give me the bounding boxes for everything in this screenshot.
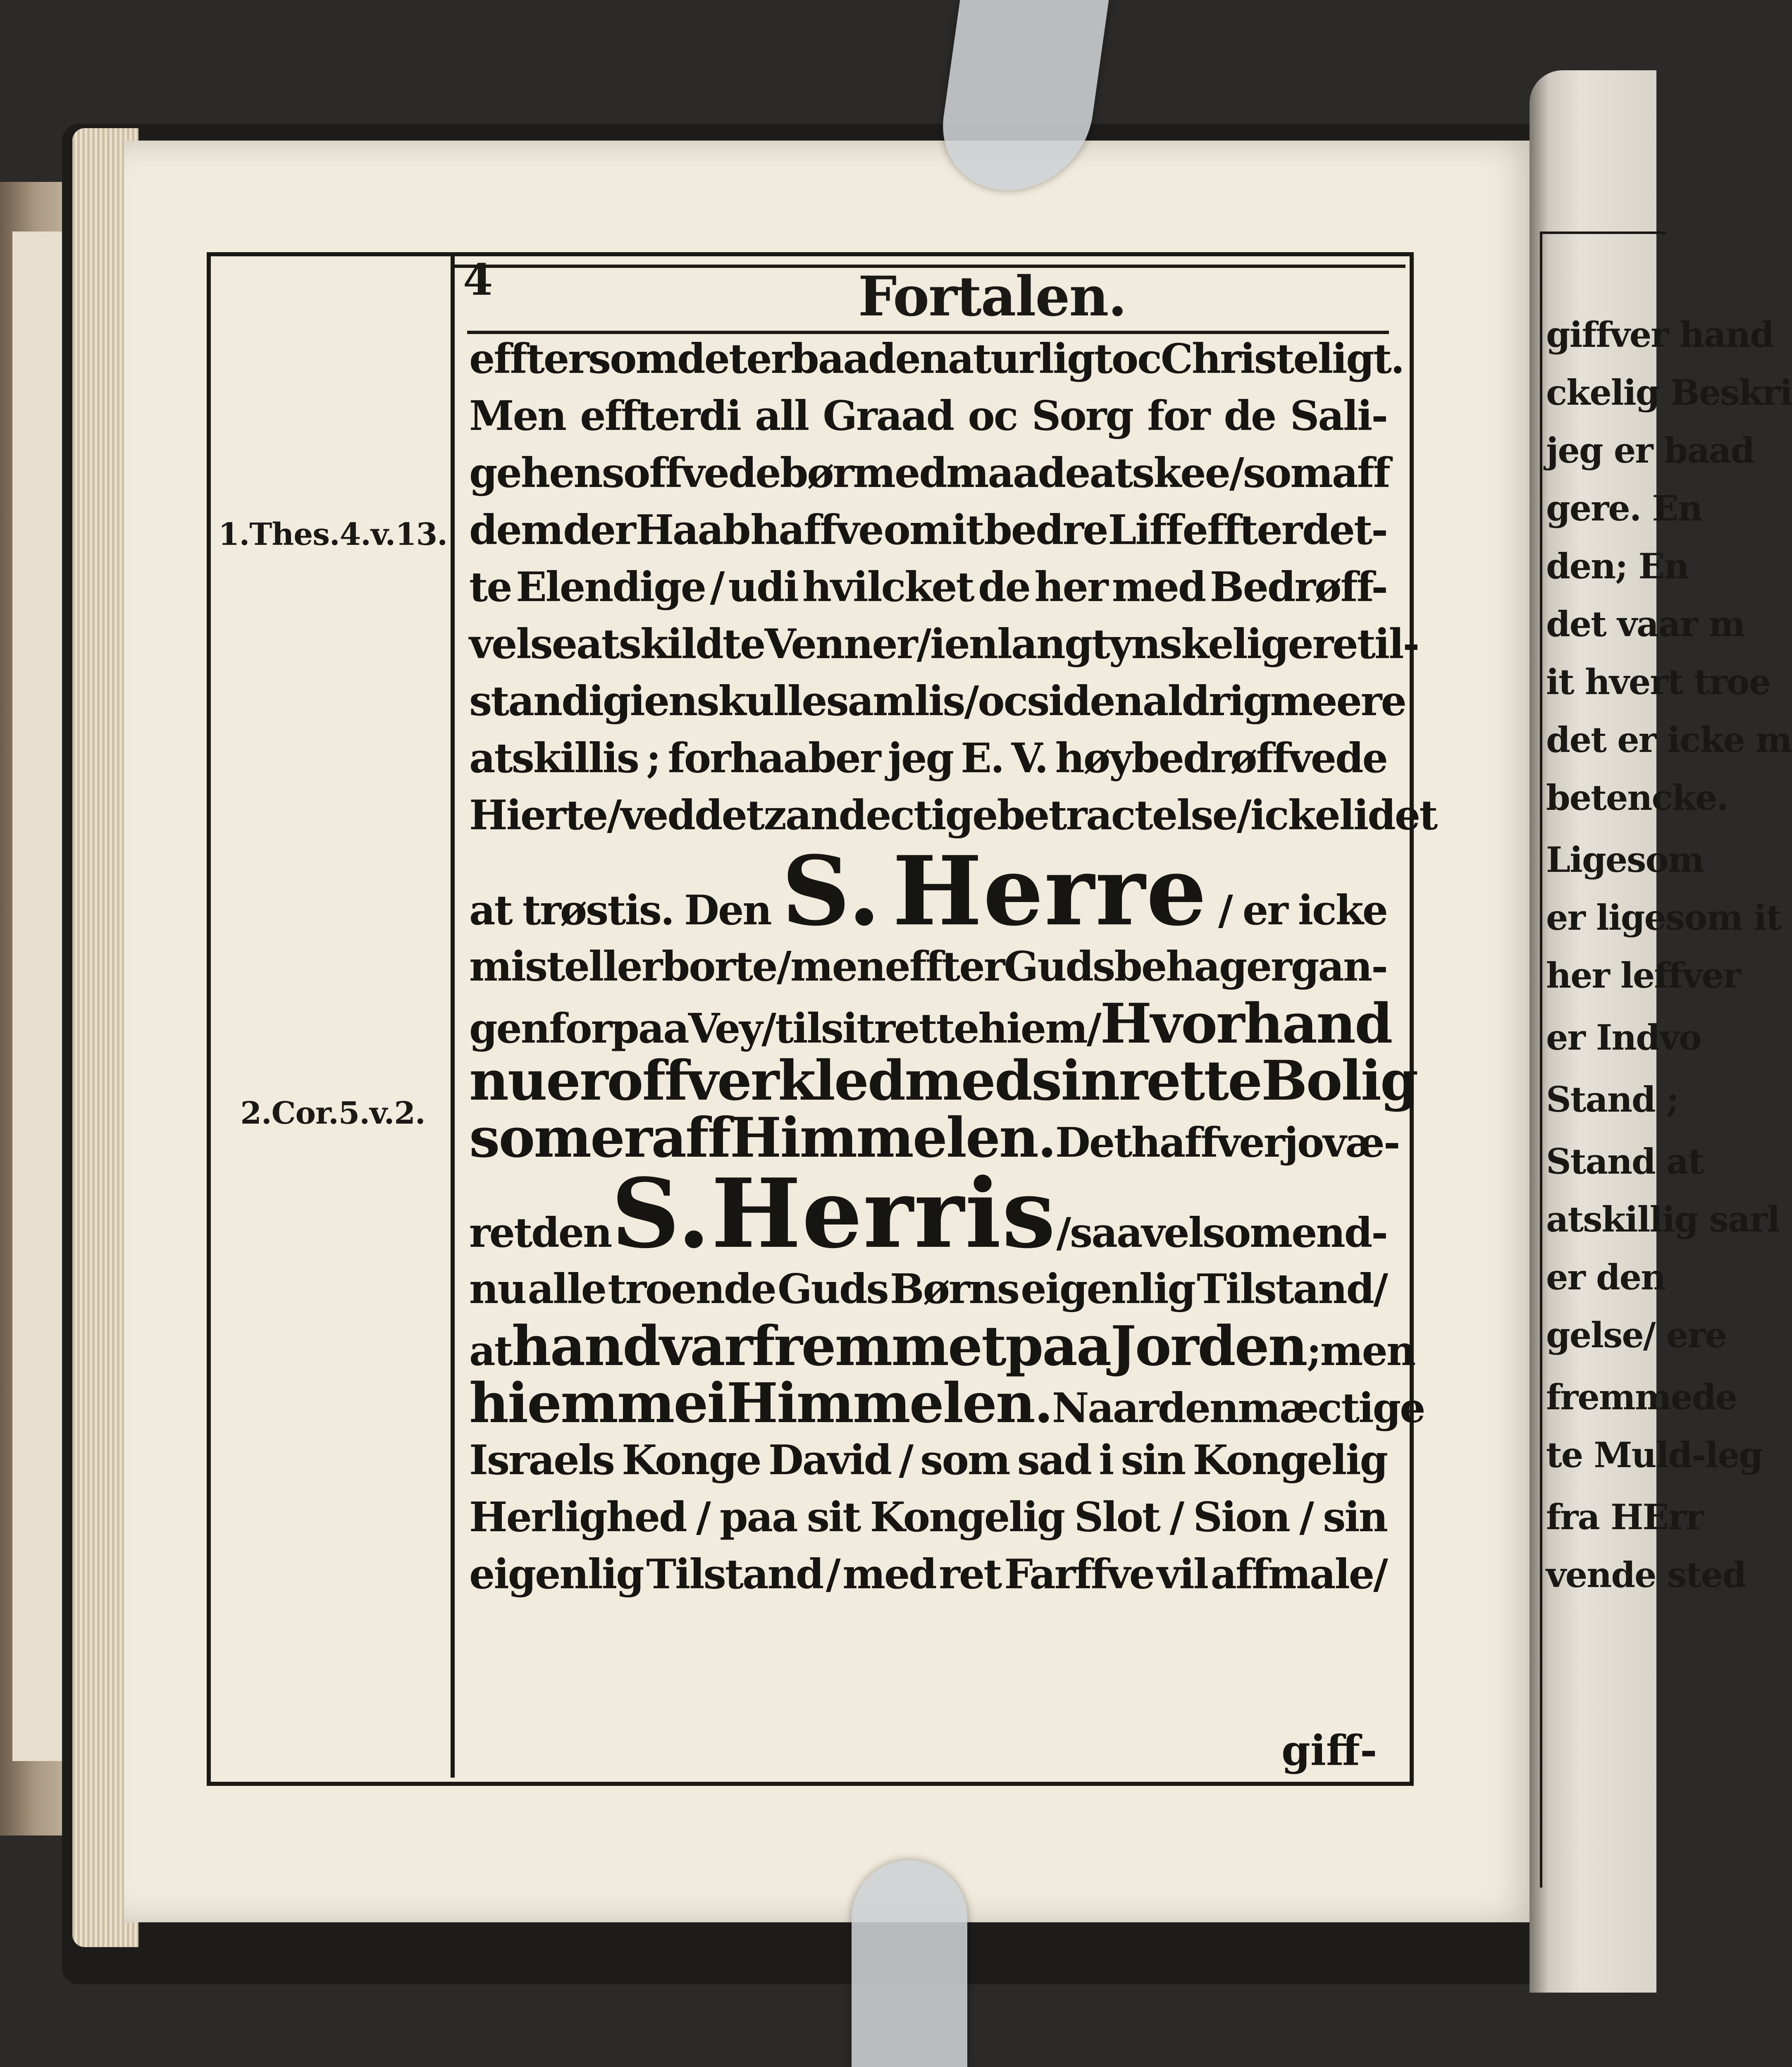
facing-page-line: gere. En [1546, 488, 1702, 529]
running-head: Fortalen. [858, 265, 1126, 329]
word: her [1034, 563, 1107, 611]
word: dem [469, 506, 563, 554]
word: er [546, 1049, 607, 1113]
facing-page-frame [1540, 232, 1666, 1888]
word: / [1236, 792, 1250, 839]
word: hand [511, 1314, 660, 1378]
word: Konge [622, 1437, 761, 1484]
text-line [469, 502, 1387, 559]
word: er [1242, 887, 1287, 934]
word: mist [469, 943, 564, 991]
word: ; [646, 735, 660, 782]
word: samlis [826, 678, 964, 725]
text-line [469, 992, 1392, 1056]
word: ret [939, 1551, 1001, 1598]
text-line [469, 1314, 1415, 1378]
word: for [1147, 392, 1210, 440]
word: / [964, 678, 978, 725]
word: / [776, 943, 790, 991]
word: meere [1270, 678, 1405, 725]
word: / [761, 1005, 775, 1053]
word: efftersom [469, 335, 678, 383]
word: / [607, 792, 621, 839]
word: maade [946, 449, 1090, 497]
margin-rule [451, 252, 455, 1778]
word: velse [469, 621, 577, 668]
word: gan- [1291, 943, 1387, 991]
word: Jorden [1110, 1314, 1307, 1378]
word: Himmelen. [726, 1371, 1052, 1435]
word: til- [1357, 621, 1419, 668]
word: offverkled [607, 1049, 905, 1113]
word: bedre [984, 506, 1107, 554]
word: oc [978, 678, 1027, 725]
word: Christeligt. [1160, 335, 1404, 383]
facing-page-line: te Muld-leg [1546, 1434, 1763, 1475]
word: der [563, 506, 635, 554]
word: hiemme [469, 1371, 707, 1435]
catchword: giff- [1281, 1726, 1377, 1775]
word: Haab [635, 506, 750, 554]
word: nu [469, 1265, 526, 1313]
word: it [952, 506, 983, 554]
text-line [469, 1546, 1387, 1603]
margin-note: 2.Cor.5.v.2. [240, 1096, 425, 1131]
word: ynskeligere [1109, 621, 1357, 668]
word: var [659, 1314, 752, 1378]
word: borte [661, 943, 777, 991]
word: icke [1298, 887, 1387, 934]
word: Sali- [1290, 392, 1387, 440]
word: troende [608, 1265, 775, 1313]
word: i [707, 1371, 727, 1435]
word: udi [728, 563, 798, 611]
word: høybedrøffvede [1055, 735, 1387, 782]
word: ved [620, 792, 695, 839]
word: Hvor [1100, 992, 1244, 1056]
facing-page-line: Stand at [1546, 1141, 1704, 1182]
word: behag [1114, 943, 1246, 991]
word: haffver [1131, 1119, 1284, 1167]
word: Herre [892, 835, 1207, 947]
word: Naar [1052, 1384, 1158, 1432]
text-line [469, 616, 1419, 673]
word: te [469, 563, 511, 611]
facing-page-line: betencke. [1546, 777, 1728, 818]
word: / [899, 1437, 913, 1484]
text-line [469, 673, 1405, 730]
word: sin [1031, 1049, 1119, 1113]
body-text [469, 331, 1437, 1603]
page-clip-bottom [852, 1860, 967, 2067]
word: skee/ [1132, 449, 1243, 497]
word: / [916, 621, 931, 668]
facing-page-line: er den [1546, 1257, 1666, 1298]
word: detz [694, 792, 785, 839]
word: Graad [823, 392, 954, 440]
word: med [853, 449, 946, 497]
word: hvilcket [802, 563, 974, 611]
word: Venner [764, 621, 917, 668]
word: er [746, 335, 791, 383]
word: den [531, 1209, 611, 1257]
word: Bolig [1261, 1049, 1417, 1113]
text-line [469, 388, 1387, 445]
word: det- [1302, 506, 1387, 554]
word: forhaaber [668, 735, 880, 782]
word: haffve [750, 506, 883, 554]
facing-page-line: Stand ; [1546, 1079, 1678, 1120]
facing-page-line: vende sted [1546, 1554, 1746, 1595]
word: nu [469, 1049, 546, 1113]
facing-page-line: giffver hand [1546, 314, 1773, 355]
word: for [549, 1005, 611, 1053]
word: Børns [890, 1265, 1019, 1313]
word: Liff [1108, 506, 1182, 554]
word: effterdi [580, 392, 740, 440]
text-line [469, 835, 1387, 947]
word: med [842, 1551, 936, 1598]
word: med [1112, 563, 1205, 611]
word: / [1056, 1209, 1070, 1257]
word: affmale/ [1210, 1551, 1387, 1598]
word: en [944, 621, 997, 668]
word: til [775, 1005, 821, 1053]
text-line [469, 938, 1387, 995]
text-line [469, 1489, 1387, 1546]
word: bør [780, 449, 853, 497]
word: om [883, 506, 951, 554]
word: sin [1121, 1437, 1185, 1484]
facing-page-line: it hvert troe [1546, 661, 1771, 702]
word: vil [1157, 1551, 1207, 1598]
facing-page-line: fremmede [1546, 1377, 1737, 1418]
facing-page-line: atskillig sarl [1546, 1199, 1780, 1240]
word: alle [527, 1265, 606, 1313]
word: i [930, 621, 945, 668]
word: med [904, 1049, 1032, 1113]
word: sad [1017, 1437, 1091, 1484]
word: sit [821, 1005, 874, 1053]
word: siden [1027, 678, 1143, 725]
word: Sorg [1031, 392, 1133, 440]
word: den [1158, 1384, 1238, 1432]
word: all [755, 392, 809, 440]
word: mæctige [1238, 1384, 1425, 1432]
facing-page-line: fra HErr [1546, 1497, 1703, 1537]
word: Guds [1004, 943, 1114, 991]
word: / [826, 1551, 840, 1598]
word: S. [611, 1158, 711, 1270]
word: de [1224, 392, 1276, 440]
word: ; [1306, 1327, 1320, 1375]
facing-page-line: ckelig Beskri [1546, 372, 1792, 413]
word: ret [469, 1209, 532, 1257]
word: jo [1284, 1119, 1323, 1167]
word: naturligt [919, 335, 1112, 383]
word: jeg [888, 735, 953, 782]
word: eigenlig [469, 1551, 643, 1598]
facing-page-line: gelse/ ere [1546, 1315, 1726, 1356]
word: Slot [1074, 1494, 1160, 1541]
text-line [469, 559, 1387, 616]
word: Kongelig [1193, 1437, 1387, 1484]
word: som [469, 1106, 591, 1170]
word: saavelsom [1070, 1209, 1292, 1257]
word: i [1099, 1437, 1113, 1484]
word: oc [968, 392, 1017, 440]
word: sit [807, 1494, 860, 1541]
word: andectige [785, 792, 997, 839]
text-line [469, 1158, 1387, 1270]
word: igien [588, 678, 697, 725]
word: langt [997, 621, 1109, 668]
text-line [469, 331, 1404, 388]
word: paa [611, 1005, 688, 1053]
word: Sion [1193, 1494, 1289, 1541]
text-line [469, 730, 1387, 787]
margin-note: 1.Thes.4.v.13. [218, 517, 447, 552]
word: Herris [711, 1158, 1057, 1270]
text-line [469, 445, 1387, 502]
word: Bedrøff- [1210, 563, 1387, 611]
word: ge [469, 449, 521, 497]
word: rette [874, 1005, 978, 1053]
word: aldrig [1142, 678, 1270, 725]
word: men [790, 943, 885, 991]
word: effter [1182, 506, 1302, 554]
facing-page-line: den; En [1546, 546, 1689, 587]
word: Tilstand [646, 1551, 823, 1598]
word: at [469, 1327, 512, 1375]
word: hensoffvede [520, 449, 780, 497]
word: Himmelen. [730, 1106, 1055, 1170]
word: som [920, 1437, 1009, 1484]
word: Vey [688, 1005, 762, 1053]
word: fremmet [752, 1314, 1005, 1378]
word: men [1320, 1327, 1415, 1375]
word: / [1218, 887, 1232, 934]
word: E. [961, 735, 1004, 782]
facing-page-line: er ligesom it [1546, 897, 1782, 938]
word: Hierte [469, 792, 607, 839]
word: Farffve [1004, 1551, 1154, 1598]
word: lidet [1339, 792, 1437, 839]
word: trøstis. [522, 887, 674, 934]
word: baade [791, 335, 920, 383]
facing-page-line: jeg er baad [1546, 430, 1754, 471]
facing-page-line: det vaar m [1546, 604, 1745, 644]
word: V. [1011, 735, 1048, 782]
word: paa [1005, 1314, 1111, 1378]
word: atskillis [469, 735, 638, 782]
word: væ- [1323, 1119, 1399, 1167]
word: / [1169, 1494, 1184, 1541]
word: aff [1332, 449, 1389, 497]
text-line [469, 1371, 1425, 1435]
word: / [696, 1494, 710, 1541]
word: hand [1243, 992, 1392, 1056]
word: effter [885, 943, 1004, 991]
page-number: 4 [463, 254, 493, 305]
word: Kongelig [870, 1494, 1064, 1541]
word: at [1089, 449, 1132, 497]
word: / [1086, 1005, 1100, 1053]
word: David [768, 1437, 891, 1484]
word: Tilstand/ [1197, 1265, 1387, 1313]
word: gen [469, 1005, 549, 1053]
word: at [469, 887, 512, 934]
word: stand [469, 678, 589, 725]
word: aff [651, 1106, 730, 1170]
word: eigenlig [1021, 1265, 1195, 1313]
facing-page-line: er Indvo [1546, 1017, 1701, 1058]
word: Israels [469, 1437, 614, 1484]
word: rette [1119, 1049, 1262, 1113]
word: hiem [978, 1005, 1087, 1053]
facing-page-line: det er icke m [1546, 719, 1792, 760]
word: Guds [778, 1265, 888, 1313]
word: det [677, 335, 747, 383]
word: icke [1250, 792, 1339, 839]
text-line [469, 1432, 1387, 1489]
word: de [978, 563, 1030, 611]
facing-page-line: her leffver [1546, 955, 1741, 996]
word: som [1243, 449, 1332, 497]
word: Den [684, 887, 771, 934]
word: sin [1323, 1494, 1387, 1541]
word: betractelse [997, 792, 1237, 839]
word: er [1246, 943, 1291, 991]
word: skulle [697, 678, 826, 725]
text-line [469, 1049, 1417, 1113]
word: / [1299, 1494, 1313, 1541]
word: Elendige [515, 563, 706, 611]
word: oc [1111, 335, 1161, 383]
word: atskildte [576, 621, 765, 668]
word: eller [564, 943, 662, 991]
word: Men [469, 392, 566, 440]
word: er [590, 1106, 651, 1170]
word: S. [781, 835, 882, 947]
word: Det [1055, 1119, 1131, 1167]
word: Herlighed [469, 1494, 686, 1541]
word: / [710, 563, 724, 611]
word: paa [719, 1494, 797, 1541]
facing-page-line: Ligesom [1546, 839, 1704, 880]
word: end- [1291, 1209, 1387, 1257]
